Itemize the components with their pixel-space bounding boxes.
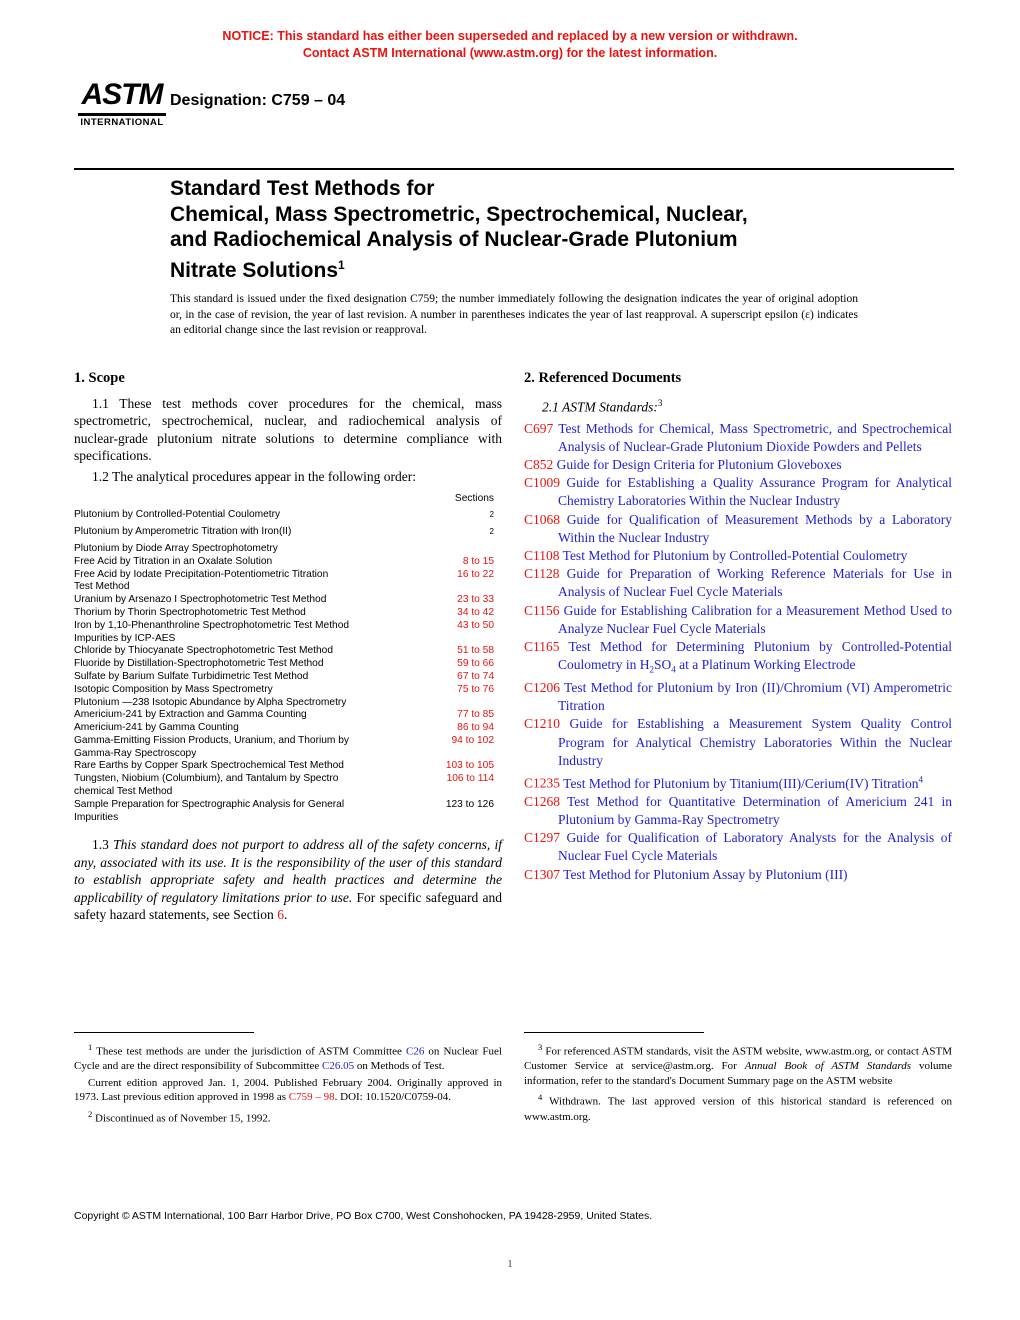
astm-standards-subheading [524, 395, 952, 416]
page-title [170, 176, 870, 283]
logo-divider [78, 113, 166, 116]
procedure-sections [416, 811, 494, 824]
standard-title: Guide for Qualification of Laboratory Analysts for the Analysis of Nuclear Fuel Cycle Materials [558, 830, 952, 864]
procedures-table-header [74, 493, 494, 509]
procedure-sections [416, 581, 494, 594]
procedure-name: Free Acid by Titration in an Oxalate Solution [74, 555, 273, 567]
procedure-sections [416, 747, 494, 760]
procedure-name: Plutonium by Controlled-Potential Coulometry [74, 508, 281, 520]
page-number: 1 [507, 1258, 513, 1270]
list-item[interactable] [524, 456, 952, 474]
list-item[interactable] [524, 866, 952, 884]
document-header [74, 78, 954, 168]
referenced-documents-list [524, 420, 952, 884]
standard-code-link[interactable]: C1297 [524, 830, 567, 846]
table-row [74, 509, 494, 526]
table-row [74, 543, 494, 556]
table-row [74, 658, 494, 671]
procedure-sections[interactable]: 34 to 42 [457, 607, 494, 619]
standard-title: Test Method for Quantitative Determination of Americium 241 in Plutonium by Gamma-Ray Spectrometry [558, 793, 952, 827]
procedure-name: Isotopic Composition by Mass Spectrometry [74, 683, 273, 695]
table-row [74, 722, 494, 735]
standard-title: Test Method for Determining Plutonium by Controlled-Potential Coulometry in $H_2SO_4$ at a Platinum Working Electrode [558, 638, 953, 675]
procedure-name: Free Acid by Iodate Precipitation-Potentiometric Titration [74, 568, 329, 580]
footnote-item: $^4$ Withdrawn. The last approved version of this historical standard is referenced on www.astm.org. [524, 1092, 952, 1123]
list-item[interactable] [524, 679, 952, 715]
section-6-link[interactable]: 6 [277, 907, 284, 923]
procedure-name: Plutonium by Diode Array Spectrophotometry [74, 543, 278, 555]
standard-code-link[interactable]: C1128 [524, 566, 567, 582]
procedure-name: Americium-241 by Gamma Counting [74, 722, 239, 734]
scope-paragraph-1-1: 1.1 These test methods cover procedures for the chemical, mass spectrometric, spectrochemical, nuclear, and radiochemical analysis of nuclear-grade plutonium nitrate solutions to determine compliance with specifications. [74, 395, 502, 463]
footnotes-right [524, 1040, 952, 1126]
list-item[interactable] [524, 770, 952, 793]
scope-1-3-period: . [283, 907, 288, 923]
procedure-name: Test Method [74, 581, 130, 593]
footnote-item: $^1$ These test methods are under the jurisdiction of ASTM Committee C26 on Nuclear Fuel Cycle and are the direct responsibility of Subcommittee C26.05 on Methods of Test. [74, 1042, 502, 1073]
procedure-name: Impurities by ICP-AES [74, 632, 176, 644]
procedure-name: Gamma-Ray Spectroscopy [74, 747, 197, 759]
table-row [74, 594, 494, 607]
footnote-item: Current edition approved Jan. 1, 2004. Published February 2004. Originally approved in 1973. Last previous edition approved in 1998 as C759 – 98. DOI: 10.1520/C0759-04. [74, 1076, 502, 1104]
footnote-item: $^3$ For referenced ASTM standards, visit the ASTM website, www.astm.org, or contact ASTM Customer Service at service@astm.org. For Annual Book of ASTM Standards volume information, refer to the standard's Document Summary page on the ASTM website [524, 1042, 952, 1087]
table-row [74, 581, 494, 594]
standard-code-link[interactable]: C1307 [524, 866, 564, 882]
astm-logo-icon [74, 78, 170, 156]
procedure-sections[interactable]: 94 to 102 [451, 734, 494, 746]
table-row [74, 747, 494, 760]
table-row [74, 569, 494, 582]
scope-paragraph-1-3 [74, 836, 502, 924]
column-right [524, 370, 952, 884]
standard-title: Test Method for Plutonium Assay by Plutonium (III) [563, 866, 848, 882]
standard-title: Guide for Establishing a Quality Assurance Program for Analytical Chemistry Laboratories Within the Nuclear Industry [558, 475, 952, 509]
procedure-sections[interactable]: 59 to 66 [457, 658, 494, 670]
procedure-sections[interactable]: 77 to 85 [457, 709, 494, 721]
procedure-sections [416, 632, 494, 645]
standard-code-link[interactable]: C1235 [524, 775, 564, 791]
table-row [74, 773, 494, 786]
list-item[interactable] [524, 602, 952, 638]
table-row [74, 620, 494, 633]
procedure-sections[interactable]: 23 to 33 [457, 594, 494, 606]
procedure-sections: 2 [489, 526, 494, 536]
list-item[interactable] [524, 511, 952, 547]
list-item[interactable] [524, 565, 952, 601]
standard-code-link[interactable]: C1108 [524, 547, 563, 563]
procedure-name: Plutonium by Amperometric Titration with Iron(II) [74, 525, 292, 537]
designation-label: Designation: C759 – 04 [170, 92, 346, 109]
copyright-line: Copyright © ASTM International, 100 Barr Harbor Drive, PO Box C700, West Conshohocken, PA 19428-2959, United States. [74, 1210, 653, 1222]
standard-code-link[interactable]: C1009 [524, 475, 567, 491]
procedure-sections[interactable]: 51 to 58 [457, 645, 494, 657]
procedure-name: Gamma-Emitting Fission Products, Uranium, and Thorium by [74, 734, 349, 746]
procedure-sections[interactable]: 67 to 74 [457, 670, 494, 682]
procedure-name: Plutonium —238 Isotopic Abundance by Alpha Spectrometry [74, 696, 347, 708]
procedure-name: Americium-241 by Extraction and Gamma Counting [74, 709, 307, 721]
astm-logo-sub: INTERNATIONAL [80, 117, 164, 128]
standard-title: Guide for Qualification of Measurement Methods by a Laboratory Within the Nuclear Industry [558, 511, 953, 545]
table-row [74, 632, 494, 645]
procedure-sections: 123 to 126 [445, 798, 494, 810]
list-item[interactable] [524, 829, 952, 865]
standard-code-link[interactable]: C852 [524, 456, 557, 472]
table-row [74, 709, 494, 722]
table-row [74, 786, 494, 799]
list-item[interactable] [524, 547, 952, 565]
header-divider [74, 168, 954, 170]
procedure-name: Impurities [74, 811, 119, 823]
footnote-item: $^2$ Discontinued as of November 15, 1992. [88, 1109, 271, 1125]
standard-code-link[interactable]: C1068 [524, 511, 567, 527]
procedure-name: Tungsten, Niobium (Columbium), and Tantalum by Spectro [74, 773, 339, 785]
standard-title: Guide for Establishing a Measurement System Quality Control Program for Analytical Chemistry Laboratories Within the Nuclear Industry [558, 716, 952, 768]
list-item[interactable] [524, 715, 952, 770]
standard-issuance-note: This standard is issued under the fixed designation C759; the number immediately following the designation indicates the year of original adoption or, in the case of revision, the year of last revision. A number in parentheses indicates the year of last reapproval. A superscript epsilon (ε) indicates an editorial change since the last revision or reapproval. [170, 293, 858, 336]
title-footnote-marker: 1 [338, 257, 345, 272]
scope-paragraph-1-2: 1.2 The analytical procedures appear in the following order: [92, 468, 417, 484]
procedure-sections: 2 [489, 509, 494, 519]
list-item[interactable] [524, 420, 952, 456]
notice-line-1: NOTICE: This standard has either been superseded and replaced by a new version or withdrawn. [222, 29, 798, 43]
standard-title: Test Method for Plutonium by Titanium(III)/Cerium(IV) Titration$^4$ [563, 774, 923, 791]
standard-title: Test Method for Plutonium by Iron (II)/Chromium (VI) Amperometric Titration [558, 680, 952, 714]
list-item[interactable] [524, 474, 952, 510]
footnotes-left [74, 1040, 502, 1128]
standard-title: Guide for Preparation of Working Reference Materials for Use in Analysis of Nuclear Fuel Cycle Materials [558, 566, 952, 600]
standard-title: Guide for Establishing Calibration for a Measurement Method Used to Analyze Nuclear Fuel Cycle Materials [558, 602, 952, 636]
footnote-divider-right [524, 1032, 704, 1033]
table-row [74, 684, 494, 697]
list-item[interactable] [524, 793, 952, 829]
procedure-sections[interactable]: 75 to 76 [457, 683, 494, 695]
table-row [74, 671, 494, 684]
procedures-sections-header: Sections [454, 493, 494, 505]
table-row [74, 526, 494, 543]
procedure-name: Iron by 1,10-Phenanthroline Spectrophotometric Test Method [74, 619, 350, 631]
title-line-1: Standard Test Methods for [170, 177, 435, 200]
scope-heading: 1. Scope [74, 370, 125, 386]
scope-1-3-italic: This standard does not purport to address all of the safety concerns, if any, associated with its use. It is the responsibility of the user of this standard to establish appropriate safety and health practices and determine the applicability of regulatory limitations prior to use. [74, 837, 503, 905]
standard-code-link[interactable]: C697 [524, 420, 559, 436]
procedure-name: Thorium by Thorin Spectrophotometric Test Method [74, 607, 306, 619]
procedure-name: chemical Test Method [74, 785, 173, 797]
column-left [74, 370, 502, 927]
procedure-sections [416, 696, 494, 709]
table-row [74, 696, 494, 709]
standard-code-link[interactable]: C1268 [524, 793, 567, 809]
standard-code-link[interactable]: C1156 [524, 602, 564, 618]
table-row [74, 811, 494, 824]
astm-standards-footnote-marker: 3 [657, 397, 663, 408]
astm-standards-subheading-text: 2.1 ASTM Standards: [542, 399, 658, 414]
procedure-sections[interactable]: 106 to 114 [446, 773, 494, 785]
table-row [74, 607, 494, 620]
table-row [74, 760, 494, 773]
standard-code-link[interactable]: C1165 [524, 638, 569, 654]
scope-1-3-tail: For specific safeguard and safety hazard statements, see Section [74, 889, 502, 923]
procedure-name: Sample Preparation for Spectrographic Analysis for General [74, 798, 345, 810]
withdrawal-notice [0, 28, 1020, 62]
procedure-name: Uranium by Arsenazo I Spectrophotometric Test Method [74, 594, 327, 606]
procedure-sections[interactable]: 16 to 22 [457, 568, 494, 580]
table-row [74, 556, 494, 569]
notice-line-2: Contact ASTM International (www.astm.org) for the latest information. [302, 46, 718, 60]
procedures-name-header [74, 493, 416, 509]
procedure-name: Rare Earths by Copper Spark Spectrochemical Test Method [74, 760, 344, 772]
procedure-sections [416, 786, 494, 799]
table-row [74, 645, 494, 658]
procedure-name: Fluoride by Distillation-Spectrophotometric Test Method [74, 658, 324, 670]
title-line-3: and Radiochemical Analysis of Nuclear-Grade Plutonium [170, 228, 738, 251]
procedure-name: Sulfate by Barium Sulfate Turbidimetric Test Method [74, 670, 309, 682]
table-row [74, 799, 494, 812]
title-line-2: Chemical, Mass Spectrometric, Spectrochemical, Nuclear, [170, 202, 748, 226]
standard-code-link[interactable]: C1206 [524, 680, 565, 696]
standard-title: Test Method for Plutonium by Controlled-Potential Coulometry [562, 547, 908, 563]
referenced-documents-heading: 2. Referenced Documents [524, 370, 682, 386]
table-row [74, 735, 494, 748]
list-item[interactable] [524, 638, 952, 679]
title-line-4 [170, 253, 870, 284]
procedures-table [74, 493, 494, 824]
procedure-name: Chloride by Thiocyanate Spectrophotometric Test Method [74, 645, 333, 657]
procedure-sections[interactable]: 86 to 94 [457, 722, 494, 734]
title-line-4-text: Nitrate Solutions [170, 258, 339, 282]
footnote-divider-left [74, 1032, 254, 1033]
procedure-sections[interactable]: 8 to 15 [462, 555, 494, 567]
standard-title: Test Methods for Chemical, Mass Spectrometric, and Spectrochemical Analysis of Nuclear-Grade Plutonium Dioxide Powders and Pellets [558, 420, 952, 454]
procedure-sections[interactable]: 43 to 50 [457, 619, 494, 631]
standard-code-link[interactable]: C1210 [524, 716, 570, 732]
procedure-sections [416, 543, 494, 556]
procedure-sections[interactable]: 103 to 105 [445, 760, 494, 772]
standard-title: Guide for Design Criteria for Plutonium Gloveboxes [556, 456, 842, 472]
astm-logo-mark: ASTM [81, 78, 163, 111]
scope-1-3-number: 1.3 [92, 837, 114, 853]
